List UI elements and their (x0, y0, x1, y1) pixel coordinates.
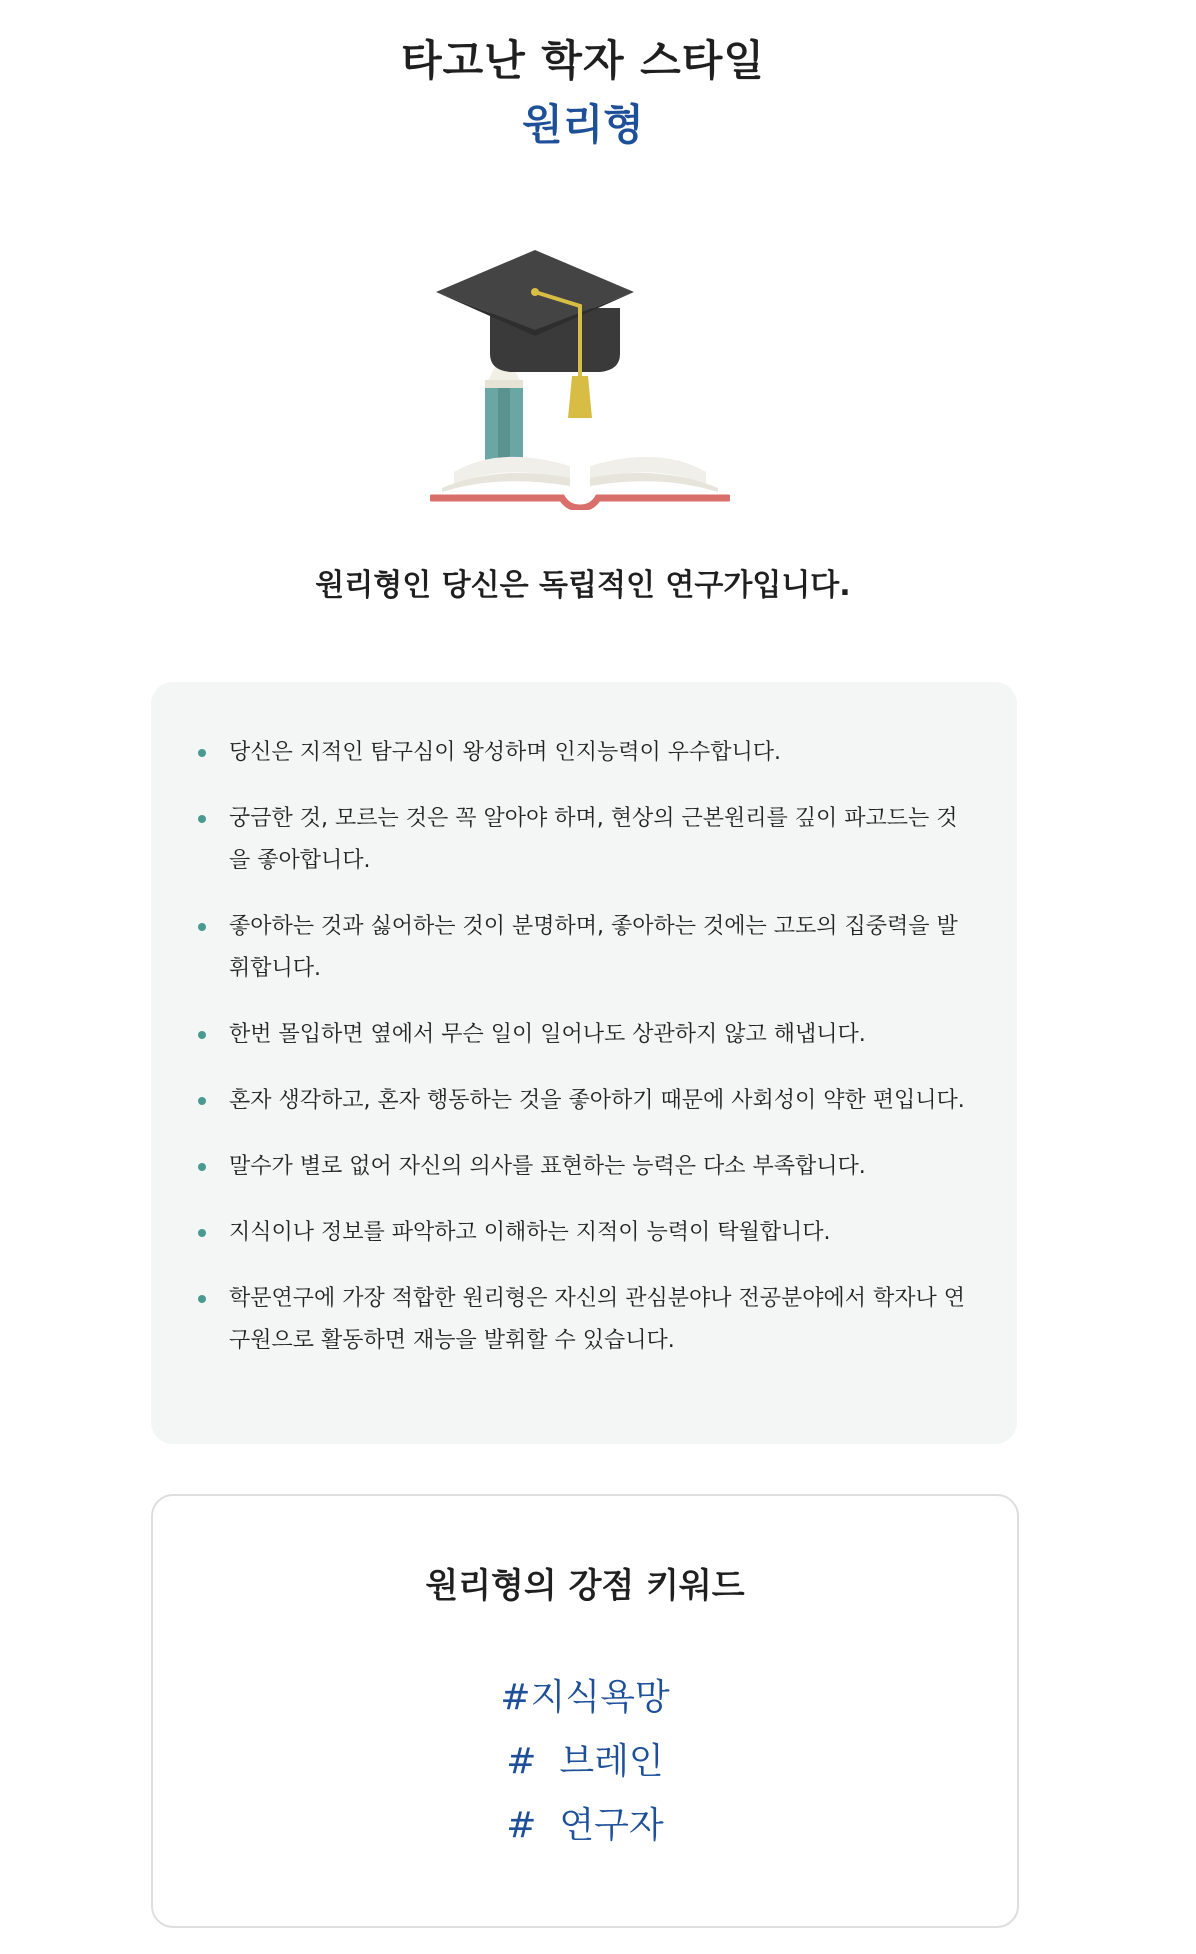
bullet-icon (198, 923, 206, 931)
graduation-cap-icon (436, 250, 634, 418)
description-item (151, 1014, 1017, 1056)
bullet-icon (198, 1097, 206, 1105)
description-item (151, 1146, 1017, 1188)
description-item (151, 906, 1017, 990)
bullet-icon (198, 1163, 206, 1171)
description-box (151, 682, 1017, 1444)
description-item (151, 1080, 1017, 1122)
bullet-icon (198, 815, 206, 823)
description-item (151, 1212, 1017, 1254)
description-text: 한번 몰입하면 옆에서 무슨 일이 일어나도 상관하지 않고 해냅니다. (229, 1022, 866, 1047)
keyword-item: # 브레인 (506, 1741, 664, 1782)
description-item (151, 798, 1017, 882)
open-book-icon (432, 457, 728, 508)
bullet-icon (198, 1295, 206, 1303)
keywords-list (153, 1666, 1017, 1858)
description-text: 좋아하는 것과 싫어하는 것이 분명하며, 좋아하는 것에는 고도의 집중력을 발휘합니다. (229, 914, 958, 981)
bullet-icon (198, 1031, 206, 1039)
description-text: 지식이나 정보를 파악하고 이해하는 지적이 능력이 탁월합니다. (229, 1220, 831, 1245)
description-list (151, 732, 1017, 1386)
description-item (151, 732, 1017, 774)
description-text: 말수가 별로 없어 자신의 의사를 표현하는 능력은 다소 부족합니다. (229, 1154, 866, 1179)
description-text: 궁금한 것, 모르는 것은 꼭 알아야 하며, 현상의 근본원리를 깊이 파고드는 것을 좋아합니다. (229, 806, 958, 873)
description-text: 당신은 지적인 탐구심이 왕성하며 인지능력이 우수합니다. (229, 740, 782, 765)
bullet-icon (198, 1229, 206, 1237)
bullet-icon (198, 749, 206, 757)
keywords-title: 원리형의 강점 키워드 (425, 1566, 745, 1606)
keyword-item: # 연구자 (506, 1805, 664, 1846)
type-name: 원리형 (522, 100, 644, 149)
graduation-cap-pencil-book-icon (430, 240, 730, 510)
description-item (151, 1278, 1017, 1362)
page-title: 타고난 학자 스타일 (401, 36, 765, 85)
description-text: 혼자 생각하고, 혼자 행동하는 것을 좋아하기 때문에 사회성이 약한 편입니다. (229, 1088, 965, 1113)
keyword-item: #지식욕망 (500, 1677, 670, 1718)
keywords-box (151, 1494, 1019, 1928)
type-headline: 원리형인 당신은 독립적인 연구가입니다. (315, 568, 851, 603)
description-text: 학문연구에 가장 적합한 원리형은 자신의 관심분야나 전공분야에서 학자나 연구원으로 활동하면 재능을 발휘할 수 있습니다. (229, 1286, 966, 1353)
